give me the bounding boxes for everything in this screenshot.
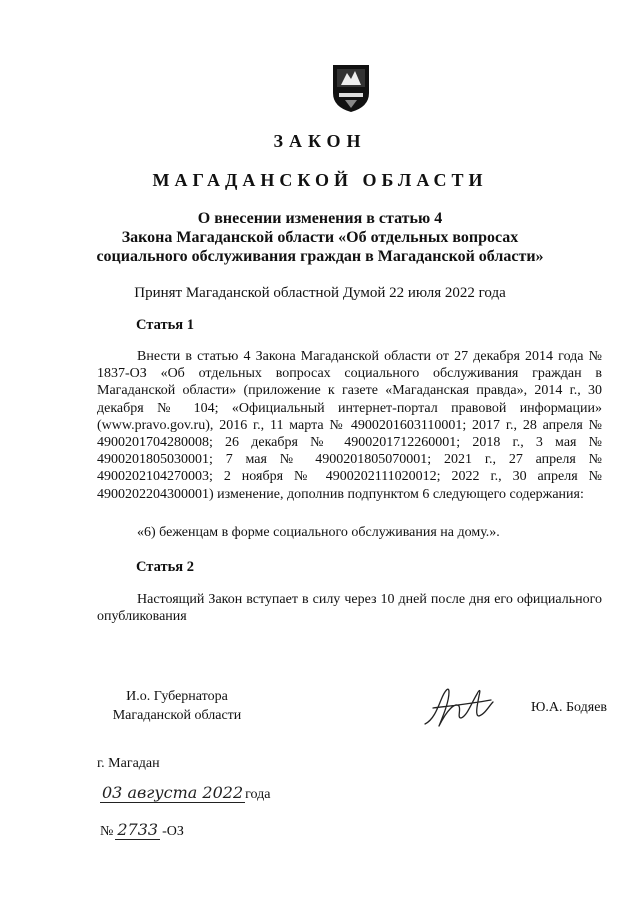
law-title: [60, 209, 580, 266]
handwritten-date: 03 августа 2022: [102, 783, 244, 802]
adoption-note: Принят Магаданской областной Думой 22 июля 2022 года: [134, 285, 506, 301]
law-number: [100, 820, 184, 840]
signatory-position-line: Магаданской области: [112, 708, 242, 723]
signing-date: [100, 783, 270, 803]
article-1-heading: Статья 1: [136, 317, 194, 333]
document-type: ЗАКОН: [273, 131, 367, 151]
handwritten-signature: [419, 680, 497, 732]
signatory-position: [104, 687, 250, 725]
law-title-line: Закона Магаданской области «Об отдельных вопросах: [121, 229, 519, 246]
handwritten-number: 2733: [117, 820, 159, 839]
article-2-text: Настоящий Закон вступает в силу через 10 дней после дня его официального опубликования: [97, 592, 602, 625]
number-prefix: №: [100, 824, 114, 839]
number-suffix: -ОЗ: [162, 824, 184, 839]
article-1-quote: «6) беженцам в форме социального обслуживания на дому.».: [137, 525, 500, 540]
law-title-line: социального обслуживания граждан в Магаданской области»: [96, 248, 544, 265]
region-title: МАГАДАНСКОЙ ОБЛАСТИ: [152, 170, 488, 190]
date-suffix: года: [245, 787, 271, 802]
signatory-name: Ю.А. Бодяев: [531, 700, 608, 715]
law-title-line: О внесении изменения в статью 4: [197, 210, 443, 227]
signatory-position-line: И.о. Губернатора: [126, 689, 228, 704]
article-2-heading: Статья 2: [136, 559, 194, 575]
magadan-coat-of-arms-icon: [331, 63, 371, 113]
article-1-text: Внести в статью 4 Закона Магаданской области от 27 декабря 2014 года № 1837-ОЗ «Об отдельных вопросах социального обслуживания граждан в Магаданской области» (приложение к газете «Магаданская правда», 2014 г., 30 декабря № 104; «Официальный интернет-портал правовой информации» (www.pravo.gov.ru), 2016 г., 11 марта № 4900201603110001; 2017 г., 28 апреля № 4900201704280008; 26 декабря № 4900201712260001; 2018 г., 3 мая № 4900201805030001; 7 мая № 4900201805070001; 2021 г., 27 апреля № 4900202104270003; 2 ноября № 4900202111020012; 2022 г., 30 апреля № 4900202204300001) изменение, дополнив подпунктом 6 следующего содержания:: [97, 349, 602, 502]
city: г. Магадан: [97, 756, 160, 771]
